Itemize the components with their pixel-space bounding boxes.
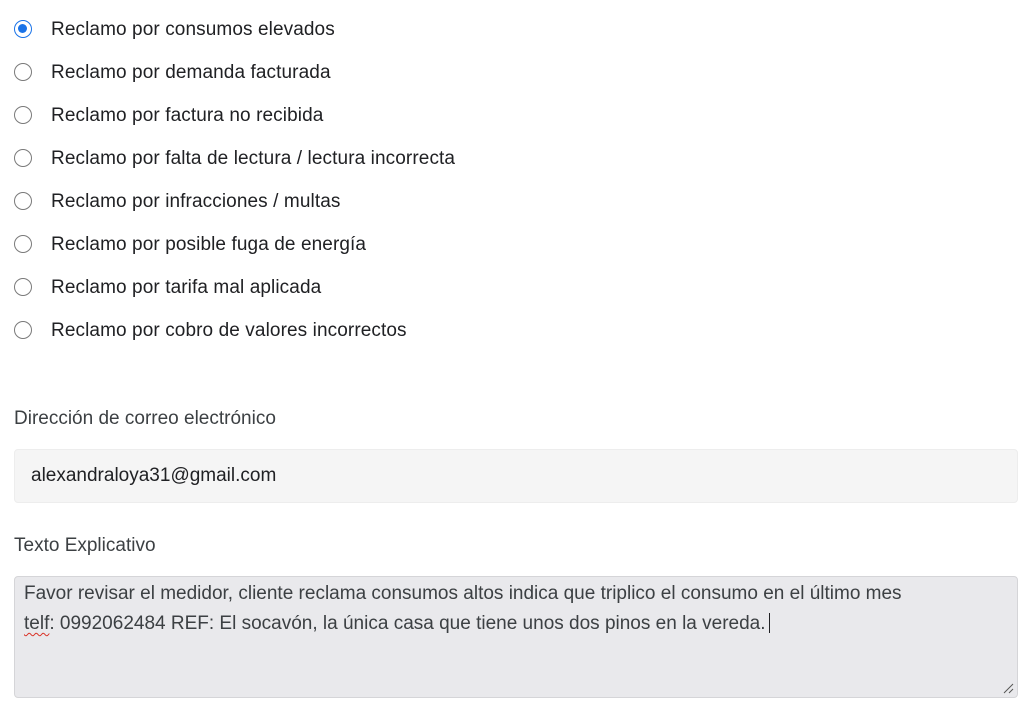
radio-button[interactable] [14,63,32,81]
radio-button[interactable] [14,192,32,210]
textarea-line-text: : 0992062484 REF: El socavón, la única casa que tiene unos dos pinos en la vereda. [49,613,766,634]
radio-option-factura-no-recibida[interactable] [0,94,1030,137]
radio-button[interactable] [14,278,32,296]
textarea-line: Favor revisar el medidor, cliente reclama consumos altos indica que triplico el consumo en el último mes [24,583,902,604]
radio-option-label: Reclamo por tarifa mal aplicada [51,276,322,298]
text-cursor [769,613,770,633]
radio-option-label: Reclamo por falta de lectura / lectura incorrecta [51,147,456,169]
radio-option-infracciones-multas[interactable] [0,180,1030,223]
radio-button[interactable] [14,321,32,339]
radio-option-label: Reclamo por consumos elevados [51,18,335,40]
radio-button-selected[interactable] [14,20,32,38]
explanation-field-label: Texto Explicativo [14,535,156,556]
radio-button[interactable] [14,235,32,253]
radio-option-label: Reclamo por demanda facturada [51,61,331,83]
radio-option-tarifa-mal-aplicada[interactable] [0,266,1030,309]
email-field-label: Dirección de correo electrónico [14,408,276,429]
radio-option-consumos-elevados[interactable] [0,8,1030,51]
radio-option-falta-de-lectura[interactable] [0,137,1030,180]
radio-option-demanda-facturada[interactable] [0,51,1030,94]
radio-option-label: Reclamo por factura no recibida [51,104,324,126]
radio-button[interactable] [14,149,32,167]
radio-button[interactable] [14,106,32,124]
explanation-textarea[interactable] [14,576,1018,698]
radio-option-fuga-de-energia[interactable] [0,223,1030,266]
claim-type-radio-group [0,0,1030,352]
email-field-value: alexandraloya31@gmail.com [31,465,277,486]
radio-option-label: Reclamo por cobro de valores incorrectos [51,319,407,341]
textarea-line [24,613,770,635]
radio-option-cargo-valores-no-cobrados[interactable] [0,0,1030,8]
resize-handle-icon[interactable] [1002,682,1014,694]
radio-option-label: Reclamo por infracciones / multas [51,190,341,212]
radio-option-cobro-valores-incorrectos[interactable] [0,309,1030,352]
email-field[interactable] [14,449,1018,503]
misspelled-word: telf [24,613,50,634]
radio-option-label: Reclamo por posible fuga de energía [51,233,367,255]
